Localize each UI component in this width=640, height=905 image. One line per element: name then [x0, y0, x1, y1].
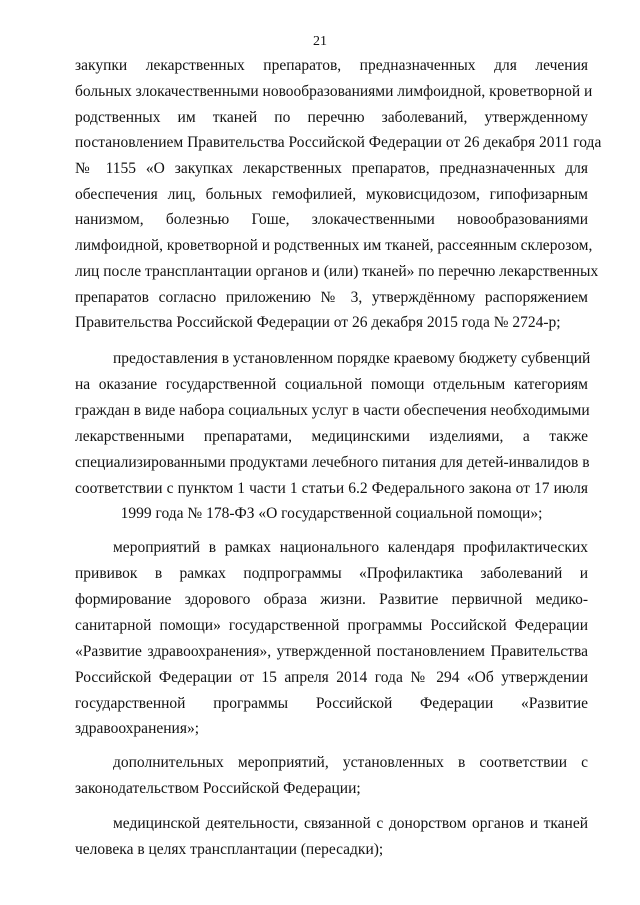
text-line: предоставления в установленном порядке краевому бюджету субвенций — [113, 350, 591, 367]
text-line: дополнительных мероприятий, установленных в соответствии с — [113, 754, 588, 771]
text-line: прививок в рамках подпрограммы «Профилактика заболеваний и — [75, 565, 588, 582]
text-line: лиц после трансплантации органов и (или) тканей» по перечню лекарственных — [75, 263, 599, 280]
text-line: родственных им тканей по перечню заболеваний, утвержденному — [75, 109, 588, 126]
text-line: препаратов согласно приложению № 3, утверждённому распоряжением — [75, 289, 588, 306]
text-line: «Развитие здравоохранения», утвержденной постановлением Правительства — [75, 643, 588, 660]
text-line: санитарной помощи» государственной программы Российской Федерации — [75, 617, 588, 634]
text-line: Правительства Российской Федерации от 26 декабря 2015 года № 2724-р; — [75, 314, 561, 331]
text-line: государственной программы Российской Федерации «Развитие — [75, 695, 588, 712]
text-line: 1999 года № 178-ФЗ «О государственной социальной помощи»; — [120, 505, 543, 522]
text-line: лекарственными препаратами, медицинскими изделиями, а также — [75, 428, 588, 445]
text-line: законодательством Российской Федерации; — [75, 780, 361, 797]
text-line: медицинской деятельности, связанной с донорством органов и тканей — [113, 815, 588, 832]
text-line: соответствии с пунктом 1 части 1 статьи 6.2 Федерального закона от 17 июля — [75, 480, 588, 497]
text-line: закупки лекарственных препаратов, предназначенных для лечения — [75, 57, 588, 74]
text-line: больных злокачественными новообразованиями лимфоидной, кроветворной и — [75, 83, 593, 100]
text-line: нанизмом, болезнью Гоше, злокачественными новообразованиями — [75, 211, 588, 228]
text-line: на оказание государственной социальной помощи отдельным категориям — [75, 376, 588, 393]
text-line: специализированными продуктами лечебного питания для детей-инвалидов в — [75, 454, 590, 471]
text-line: лимфоидной, кроветворной и родственных им тканей, рассеянным склерозом, — [75, 237, 593, 254]
text-line: граждан в виде набора социальных услуг в части обеспечения необходимыми — [75, 402, 590, 419]
text-line: Российской Федерации от 15 апреля 2014 года № 294 «Об утверждении — [75, 669, 588, 686]
text-line: мероприятий в рамках национального календаря профилактических — [113, 539, 588, 556]
text-line: человека в целях трансплантации (пересадки); — [75, 841, 384, 858]
text-line: постановлением Правительства Российской Федерации от 26 декабря 2011 года — [75, 134, 602, 151]
text-line: здравоохранения»; — [75, 720, 200, 737]
page-number: 21 — [313, 34, 327, 49]
text-line: № 1155 «О закупках лекарственных препаратов, предназначенных для — [75, 160, 588, 177]
text-line: обеспечения лиц, больных гемофилией, муковисцидозом, гипофизарным — [75, 186, 588, 203]
text-line: формирование здорового образа жизни. Развитие первичной медико- — [75, 591, 588, 608]
